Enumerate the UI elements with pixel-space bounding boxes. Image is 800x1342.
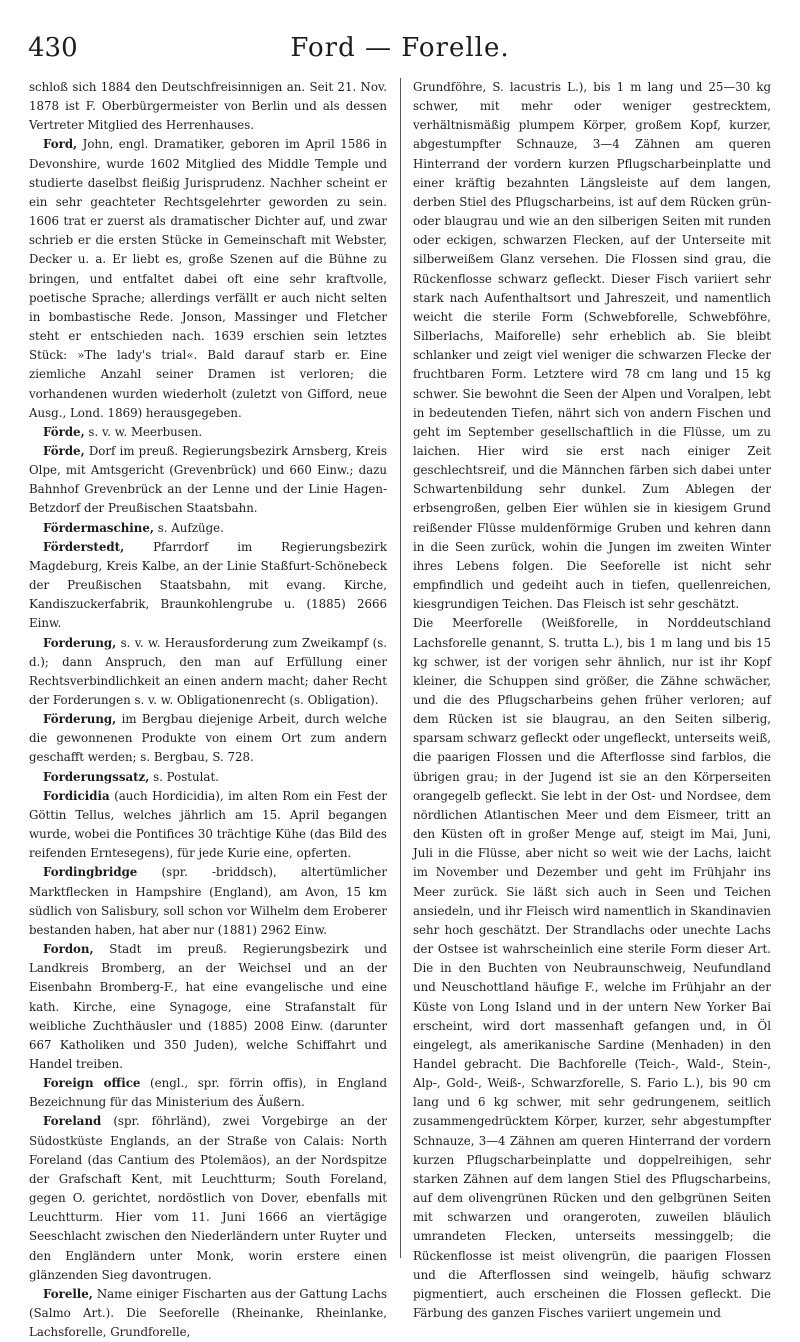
entry-text: im Bergbau diejenige Arbeit, durch welche die gewonnenen Produkte von einem Ort zum andern geschafft werden; s. Bergbau, S. 728. <box>29 712 387 765</box>
entry-text: Grundföhre, S. lacustris L.), bis 1 m lang und 25—30 kg schwer, mit mehr oder weniger gestrecktem, verhältnismäßig plumpem Körper, großem Kopf, kurzer, abgestumpfter Schnauze, 3—4 Zähnen am queren Hinterrand der vordern kurzen Pflugscharbeinplatte und einer kräftig bezahnten Längsleiste auf dem langen, derben Stiel des Pflugscharbeins, ist auf dem Rücken grün- oder blaugrau und wie an den silberigen Seiten mit runden oder eckigen, schwarzen Flecken, auf der Unterseite mit silberweißem Glanz versehen. Die Flossen sind grau, die Rückenflosse schwarz gefleckt. Dieser Fisch variiert sehr stark nach Aufenthaltsort und Jahreszeit, und namentlich weicht die sterile Form (Schwebforelle, Schwebföhre, Silberlachs, Maiforelle) sehr erheblich ab. Sie bleibt schlanker und zeigt viel weniger die schwarzen Flecke der fruchtbaren Form. Letztere wird 78 cm lang und 15 kg schwer. Sie bewohnt die Seen der Alpen und Voralpen, lebt in bedeutenden Tiefen, nährt sich von andern Fischen und geht im September gesellschaftlich in die Flüsse, um zu laichen. Hier wird sie erst nach einiger Zeit geschlechtsreif, und die Männchen färben sich dabei unter Schwartenbildung sehr dunkel. Zum Ablegen der erbsengroßen, gelben Eier wühlen sie in kiesigem Grund reißender Flüsse muldenförmige Gruben und kehren dann in die Seen zurück, wohin die Jungen im zweiten Winter ihres Lebens folgen. Die Seeforelle ist nicht sehr empfindlich und gedeiht auch in tiefen, quellenreichen, kiesgrundigen Teichen. Das Fleisch ist sehr geschätzt. <box>413 80 771 612</box>
entry-text: Pfarrdorf im Regierungsbezirk Magdeburg, Kreis Kalbe, an der Linie Staßfurt-Schönebeck der Preußischen Staatsbahn, mit evang. Kirche, Kandiszuckerfabrik, Braunkohlengrube u. (1885) 2666 Einw. <box>29 539 387 631</box>
dictionary-entry <box>29 135 387 422</box>
entry-text: schloß sich 1884 den Deutschfreisinnigen an. Seit 21. Nov. 1878 ist F. Oberbürgermeister von Berlin und als dessen Vertreter Mitglied des Herrenhauses. <box>29 80 387 133</box>
right-column <box>413 78 771 1320</box>
entry-headword: Forderungssatz, <box>43 769 150 784</box>
entry-text: Dorf im preuß. Regierungsbezirk Arnsberg, Kreis Olpe, mit Amtsgericht (Grevenbrück) und 660 Einw.; dazu Bahnhof Grevenbrück an der Lenne und der Linie Hagen-Betzdorf der Preußischen Staatsbahn. <box>29 443 387 516</box>
entry-text: John, engl. Dramatiker, geboren im April 1586 in Devonshire, wurde 1602 Mitglied des Middle Temple und studierte daselbst fleißig Jurisprudenz. Nachher scheint er ein sehr geachteter Rechtsgelehrter geworden zu sein. 1606 trat er zuerst als dramatischer Dichter auf, und zwar schrieb er die ersten Stücke in Gemeinschaft mit Webster, Decker u. a. Er liebt es, große Szenen auf die Bühne zu bringen, und entfaltet dabei oft eine sehr kraftvolle, poetische Sprache; allerdings verfällt er auch nicht selten in bombastische Rede. Jonson, Massinger und Fletcher steht er entschieden nach. 1639 erschien sein letztes Stück: »The lady's trial«. Bald darauf starb er. Eine ziemliche Anzahl seiner Dramen ist verloren; die vorhandenen wurden wiederholt (zuletzt von Gifford, neue Ausg., Lond. 1869) herausgegeben. <box>29 137 387 420</box>
dictionary-entry <box>29 710 387 767</box>
entry-text: s. Postulat. <box>149 769 219 784</box>
dictionary-entry <box>29 538 387 634</box>
dictionary-entry <box>29 634 387 711</box>
dictionary-entry <box>29 863 387 940</box>
running-head: Ford — Forelle. <box>290 33 510 63</box>
dictionary-entry <box>29 787 387 864</box>
dictionary-entry <box>29 1112 387 1284</box>
entry-headword: Förde, <box>43 443 85 458</box>
entry-text: s. v. w. Herausforderung zum Zweikampf (s. d.); dann Anspruch, den man auf Erfüllung einer Rechtsverbindlichkeit an einen andern macht; daher Recht der Forderungen s. v. w. Obligationenrecht (s. Obligation). <box>29 635 387 707</box>
entry-text: Name einiger Fischarten aus der Gattung Lachs (Salmo Art.). Die Seeforelle (Rheinanke, Rheinlanke, Lachsforelle, Grundforelle, <box>29 1286 387 1340</box>
entry-text: s. Aufzüge. <box>153 520 224 535</box>
entry-headword: Fordicidia <box>43 788 110 803</box>
entry-headword: Förderung, <box>43 712 117 727</box>
dictionary-entry <box>29 423 387 442</box>
entry-headword: Fördermaschine, <box>43 520 154 535</box>
dictionary-entry <box>29 1074 387 1112</box>
dictionary-entry <box>29 78 387 135</box>
dictionary-entry <box>413 78 771 614</box>
entry-text: (spr. -briddsch), altertümlicher Marktflecken in Hampshire (England), am Avon, 15 km südlich von Salisbury, soll schon vor Wilhelm dem Eroberer bestanden haben, hat aber nur (1881) 2962 Einw. <box>29 865 387 937</box>
entry-headword: Fordingbridge <box>43 865 138 880</box>
entry-text: (engl., spr. förrin offis), in England Bezeichnung für das Ministerium des Äußern. <box>29 1076 387 1110</box>
entry-headword: Forderung, <box>43 635 117 650</box>
entry-headword: Förderstedt, <box>43 539 125 554</box>
dictionary-entry <box>29 940 387 1074</box>
column-divider <box>400 78 401 1258</box>
entry-text: s. v. w. Meerbusen. <box>84 424 203 439</box>
entry-headword: Foreign office <box>43 1076 141 1091</box>
dictionary-entry <box>29 1285 387 1342</box>
entry-text: (spr. föhrländ), zwei Vorgebirge an der Südostküste Englands, an der Straße von Calais: North Foreland (das Cantium des Ptolemäos), an der Nordspitze der Grafschaft Kent, mit Leuchtturm; South Foreland, gegen O. gerichtet, nordöstlich von Dover, ebenfalls mit Leuchtturm. Hier vom 11. Juni 1666 an viertägige Seeschlacht zwischen den Niederländern unter Ruyter und den Engländern unter Monk, worin erstere einen glänzenden Sieg davontrugen. <box>29 1114 387 1282</box>
entry-text: Die Meerforelle (Weißforelle, in Norddeutschland Lachsforelle genannt, S. trutta L.), bis 1 m lang und bis 15 kg schwer, ist der vorigen sehr ähnlich, nur ist ihr Kopf kleiner, die Schuppen sind größer, die Zähne schwächer, und die des Pflugscharbeins gehen früher verloren; auf dem Rücken ist sie blaugrau, an den Seiten silberig, sparsam schwarz gefleckt oder ungefleckt, unterseits weiß, die paarigen Flossen und die Afterflosse sind farblos, die übrigen grau; in der Jugend ist sie an den Körperseiten orangegelb gefleckt. Sie lebt in der Ost- und Nordsee, dem nördlichen Atlantischen Meer und dem Eismeer, tritt an den Küsten oft in großer Menge auf, steigt im Mai, Juni, Juli in die Flüsse, aber nicht so weit wie der Lachs, laicht im November und Dezember und geht im Frühjahr ins Meer zurück. Sie läßt sich auch in Seen und Teichen ansiedeln, und ihr Fleisch wird namentlich in Skandinavien sehr hoch geschätzt. Der Strandlachs oder unechte Lachs der Ostsee ist wahrscheinlich eine sterile Form dieser Art. Die in den Buchten von Neubraunschweig, Neufundland und Neuschottland häufige F., welche im Frühjahr an der Küste von Long Island und in der untern New Yorker Bai erscheint, wird dort massenhaft gefangen und, in Öl eingelegt, als amerikanische Sardine (Menhaden) in den Handel gebracht. Die Bachforelle (Teich-, Wald-, Stein-, Alp-, Gold-, Weiß-, Schwarzforelle, S. Fario L.), bis 90 cm lang und 6 kg schwer, mit sehr gedrungenem, seitlich zusammengedrücktem Körper, kurzer, sehr abgestumpfter Schnauze, 3—4 Zähnen am queren Hinterrand der vordern kurzen Pflugscharbeinplatte und doppelreihigen, sehr starken Zähnen auf dem langen Stiel des Pflugscharbeins, auf dem olivengrünen Rücken und den gelbgrünen Seiten mit schwarzen und orangeroten, zuweilen bläulich umrandeten Flecken, unterseits messinggelb; die Rückenflosse ist meist olivengrün, die paarigen Flossen und die Afterflossen sind weingelb, häufig schwarz pigmentiert, auch erscheinen die Flossen gefleckt. Die Färbung des ganzen Fisches variiert ungemein und <box>413 616 771 1320</box>
entry-headword: Ford, <box>43 137 78 152</box>
entry-headword: Forelle, <box>43 1286 93 1301</box>
entry-headword: Foreland <box>43 1114 102 1129</box>
dictionary-entry <box>29 442 387 519</box>
entry-headword: Fordon, <box>43 942 94 957</box>
dictionary-entry <box>29 519 387 538</box>
entry-headword: Förde, <box>43 424 85 439</box>
page-header <box>28 28 772 72</box>
left-column <box>29 78 387 1340</box>
entry-text: Stadt im preuß. Regierungsbezirk und Landkreis Bromberg, an der Weichsel und an der Eisenbahn Bromberg-F., hat eine evangelische und eine kath. Kirche, eine Synagoge, eine Strafanstalt für weibliche Zuchthäusler und (1885) 2008 Einw. (darunter 667 Katholiken und 350 Juden), welche Schiffahrt und Handel treiben. <box>29 942 387 1071</box>
dictionary-entry <box>29 768 387 787</box>
entry-text: (auch Hordicidia), im alten Rom ein Fest der Göttin Tellus, welches jährlich am 15. April begangen wurde, wobei die Pontifices 30 trächtige Kühe (das Bild des reifenden Erntesegens), für jede Kurie eine, opferten. <box>29 788 387 861</box>
page-number: 430 <box>28 33 78 63</box>
dictionary-entry <box>413 614 771 1323</box>
